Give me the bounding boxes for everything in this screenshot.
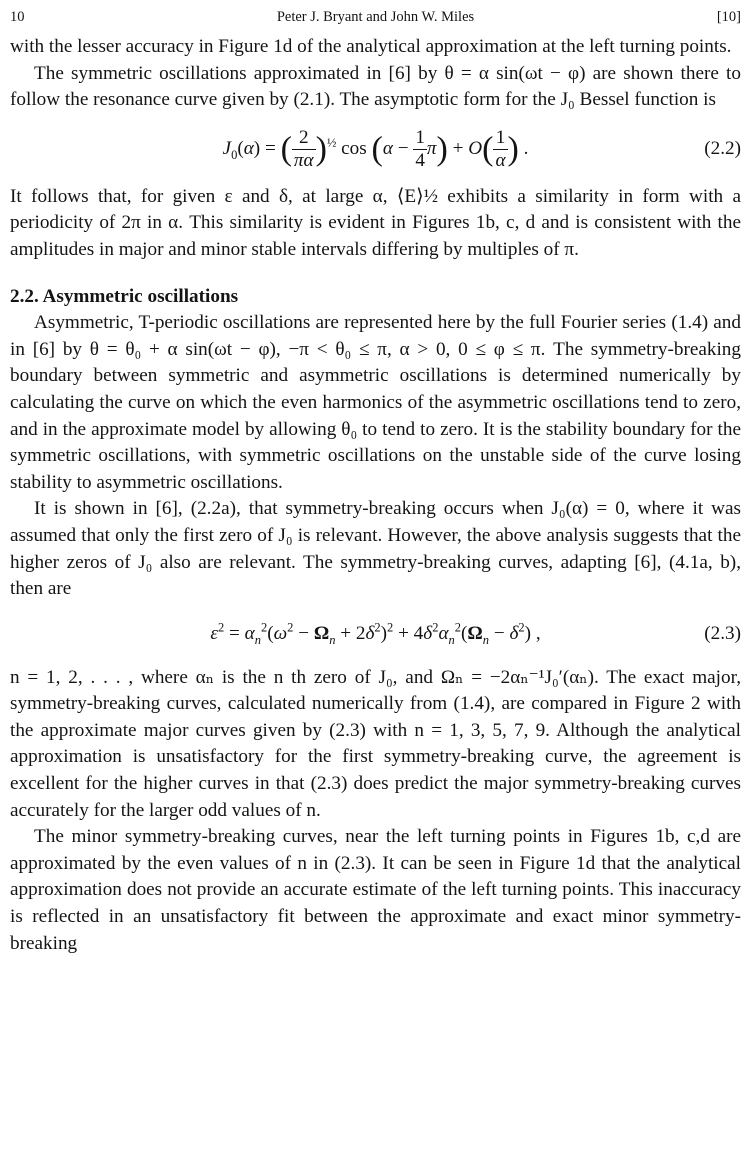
- paragraph-5: It is shown in [6], (2.2a), that symmetry-breaking occurs when J₀(α) = 0, where it was assumed that only the first zero of J₀ is relevant. However, the above analysis suggests that the higher zeros of J₀ also are relevant. The symmetry-breaking curves, adapting [6], (4.1a, b), then are: [10, 498, 741, 600]
- equation-2-3-body: $\varepsilon^2 = \alpha_n^2(\omega^2 - \Omega_n + 2\delta^2)^2 + 4\delta^2\alpha_n^2(\Omega_n - \delta^2)$ ,: [210, 620, 541, 647]
- equation-number: (2.3): [704, 622, 741, 644]
- page-number: 10: [10, 9, 25, 25]
- page: [10, 0, 741, 957]
- paragraph-4: Asymmetric, T-periodic oscillations are represented here by the full Fourier series (1.4) and in [6] by θ = θ₀ + α sin(ωt − φ), −π < θ₀ ≤ π, α > 0, 0 ≤ φ ≤ π. The symmetry-breaking boundary between symmetric and asymmetric oscillations is determined numerically by calculating the curve on which the even harmonics of the asymmetric oscillations tend to zero, and in the approximate model by allowing θ₀ to tend to zero. It is the stability boundary for the symmetric oscillations, with symmetric oscillations on the unstable side of the curve losing stability to asymmetric oscillations.: [10, 312, 741, 493]
- paragraph-6: n = 1, 2, . . . , where αₙ is the n th zero of J₀, and Ωₙ = −2αₙ⁻¹J₀′(αₙ). The exact major, symmetry-breaking curves, calculated numerically from (1.4), are compared in Figure 2 with the approximate major curves given by (2.3) with n = 1, 3, 5, 7, 9. Although the analytical approximation is unsatisfactory for the first symmetry-breaking curve, the agreement is excellent for the higher curves in that (2.3) does predict the major symmetry-breaking curves accurately for the larger odd values of n.: [10, 666, 741, 821]
- equation-2-3: [10, 603, 741, 665]
- paragraph-2: The symmetric oscillations approximated in [6] by θ = α sin(ωt − φ) are shown there to follow the resonance curve given by (2.1). The asymptotic form for the J₀ Bessel function is: [10, 62, 741, 111]
- running-header: [10, 0, 741, 34]
- equation-number: (2.2): [704, 137, 741, 159]
- equation-2-2: [10, 114, 741, 184]
- section-title: 2.2. Asymmetric oscillations: [10, 285, 239, 307]
- bracket-ref: [10]: [716, 9, 741, 25]
- paragraph-1: with the lesser accuracy in Figure 1d of the analytical approximation at the left turning points.: [10, 36, 732, 57]
- paragraph-3: It follows that, for given ε and δ, at large α, ⟨E⟩½ exhibits a similarity in form with a periodicity of 2π in α. This similarity is evident in Figures 1b, c, d and is consistent with the amplitudes in major and minor stable intervals differing by multiples of π.: [10, 185, 741, 260]
- paragraph-7: The minor symmetry-breaking curves, near the left turning points in Figures 1b, c,d are approximated by the even values of n in (2.3). It can be seen in Figure 1d that the analytical approximation does not provide an accurate estimate of the left turning points. This inaccuracy is reflected in an unsatisfactory fit between the approximate and exact minor symmetry-breaking: [10, 826, 741, 954]
- running-title: Peter J. Bryant and John W. Miles: [276, 9, 475, 25]
- equation-2-2-body: $J_0(\alpha)$ = ( $\frac{2}{\pi\alpha}$ )$^{\frac{1}{2}}$ cos (α − $\frac{1}{4}$ π) + O( $\frac{1}{\alpha}$ ) .: [222, 126, 529, 171]
